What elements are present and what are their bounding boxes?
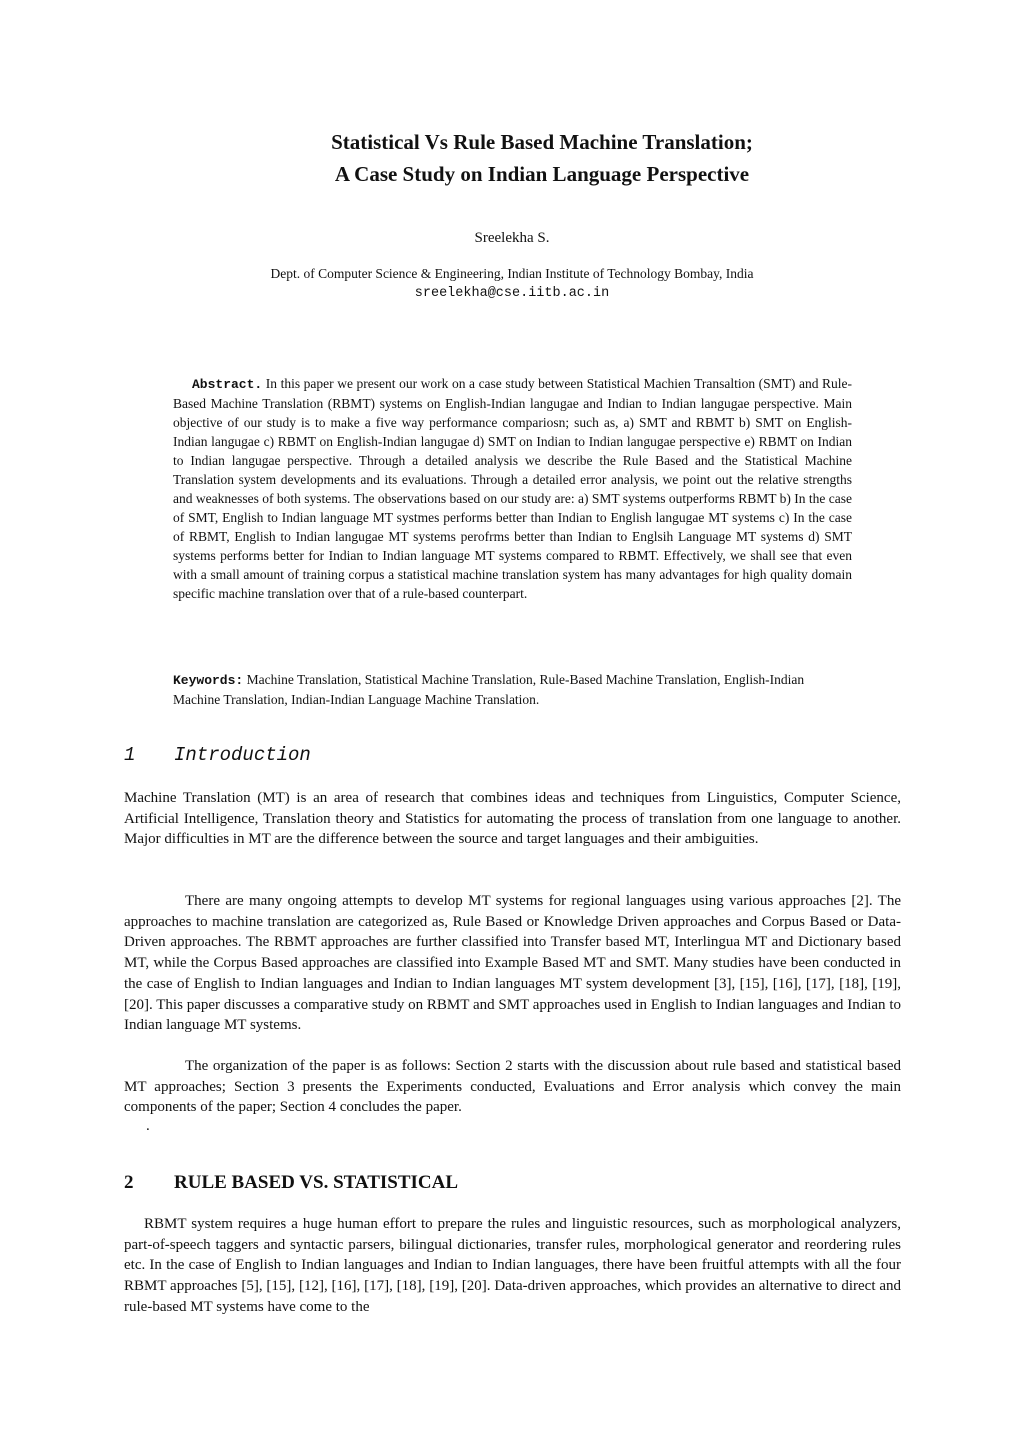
title-line-1: Statistical Vs Rule Based Machine Translation; — [331, 130, 753, 154]
section-1-title: Introduction — [174, 744, 311, 766]
author-email: sreelekha@cse.iitb.ac.in — [414, 286, 610, 301]
author-affiliation: Dept. of Computer Science & Engineering, Indian Institute of Technology Bombay, India — [270, 266, 754, 281]
intro-paragraph-3: The organization of the paper is as follows: Section 2 starts with the discussion about rule based and statistical based MT approaches; Section 3 presents the Experiments conducted, Evaluations and Error analysis which convey the main components of the paper; Section 4 concludes the paper. — [124, 1058, 901, 1116]
section-1-number: 1 — [124, 744, 136, 766]
section-2-title: RULE BASED VS. STATISTICAL — [174, 1172, 459, 1193]
author-name: Sreelekha S. — [474, 230, 550, 246]
section-1-heading — [124, 743, 724, 767]
stray-dot: . — [146, 1118, 150, 1134]
keywords-label: Keywords: — [173, 673, 244, 688]
section-2-heading — [124, 1171, 724, 1195]
abstract-label: Abstract. — [192, 377, 263, 392]
keywords — [173, 670, 852, 709]
intro-paragraph-2: There are many ongoing attempts to develop MT systems for regional languages using various approaches [2]. The approaches to machine translation are categorized as, Rule Based or Knowledge Driven approaches and Corpus Based or Data-Driven approaches. The RBMT approaches are further classified into Transfer based MT, Interlingua MT and Dictionary based MT, while the Corpus Based approaches are classified into Example Based MT and SMT. Many studies have been conducted in the case of English to Indian languages and Indian to Indian languages MT system development [3], [15], [16], [17], [18], [19], [20]. This paper discusses a comparative study on RBMT and SMT approaches used in English to Indian languages and Indian to Indian language MT systems. — [124, 893, 901, 1034]
abstract — [173, 374, 852, 603]
intro-paragraph-1: Machine Translation (MT) is an area of research that combines ideas and techniques from Linguistics, Computer Science, Artificial Intelligence, Translation theory and Statistics for automating the process of translation from one language to another. Major difficulties in MT are the difference between the source and target languages and their ambiguities. — [124, 790, 901, 848]
paper-title — [0, 126, 1024, 190]
title-line-2: A Case Study on Indian Language Perspective — [334, 162, 750, 186]
keywords-text: Machine Translation, Statistical Machine Translation, Rule-Based Machine Translation, English-Indian Machine Translation, Indian-Indian Language Machine Translation. — [173, 672, 805, 707]
abstract-text: In this paper we present our work on a case study between Statistical Machien Transaltion (SMT) and Rule-Based Machine Translation (RBMT) systems on English-Indian langugae and Indian to Indian langugae perspective. Main objective of our study is to make a five way performance compariosn; such as, a) SMT and RBMT b) SMT on English-Indian langugae c) RBMT on English-Indian langugae d) SMT on Indian to Indian langugae perspective e) RBMT on Indian to Indian langugae perspective. Through a detailed analysis we describe the Rule Based and the Statistical Machine Translation system developments and its evaluations. Through a detailed error analysis, we point out the relative strengths and weaknesses of both systems. The observations based on our study are: a) SMT systems outperforms RBMT b) In the case of SMT, English to Indian language MT systmes performs better than Indian to English langugae MT systems c) In the case of RBMT, English to Indian langugae MT systems perofrms better than Indian to Englsih Language MT systems d) SMT systems performs better for Indian to Indian language MT systems compared to RBMT. Effectively, we shall see that even with a small amount of training corpus a statistical machine translation system has many advantages for high quality domain specific machine translation over that of a rule-based counterpart. — [173, 376, 853, 601]
section-2-number: 2 — [124, 1172, 134, 1193]
section-2-paragraph-1: RBMT system requires a huge human effort to prepare the rules and linguistic resources, such as morphological analyzers, part-of-speech taggers and syntactic parsers, bilingual dictionaries, transfer rules, morphological generator and reordering rules etc. In the case of English to Indian languages and Indian to Indian languages, there have been fruitful attempts with all the four RBMT approaches [5], [15], [12], [16], [17], [18], [19], [20]. Data-driven approaches, which provides an alternative to direct and rule-based MT systems have come to the — [124, 1216, 901, 1315]
